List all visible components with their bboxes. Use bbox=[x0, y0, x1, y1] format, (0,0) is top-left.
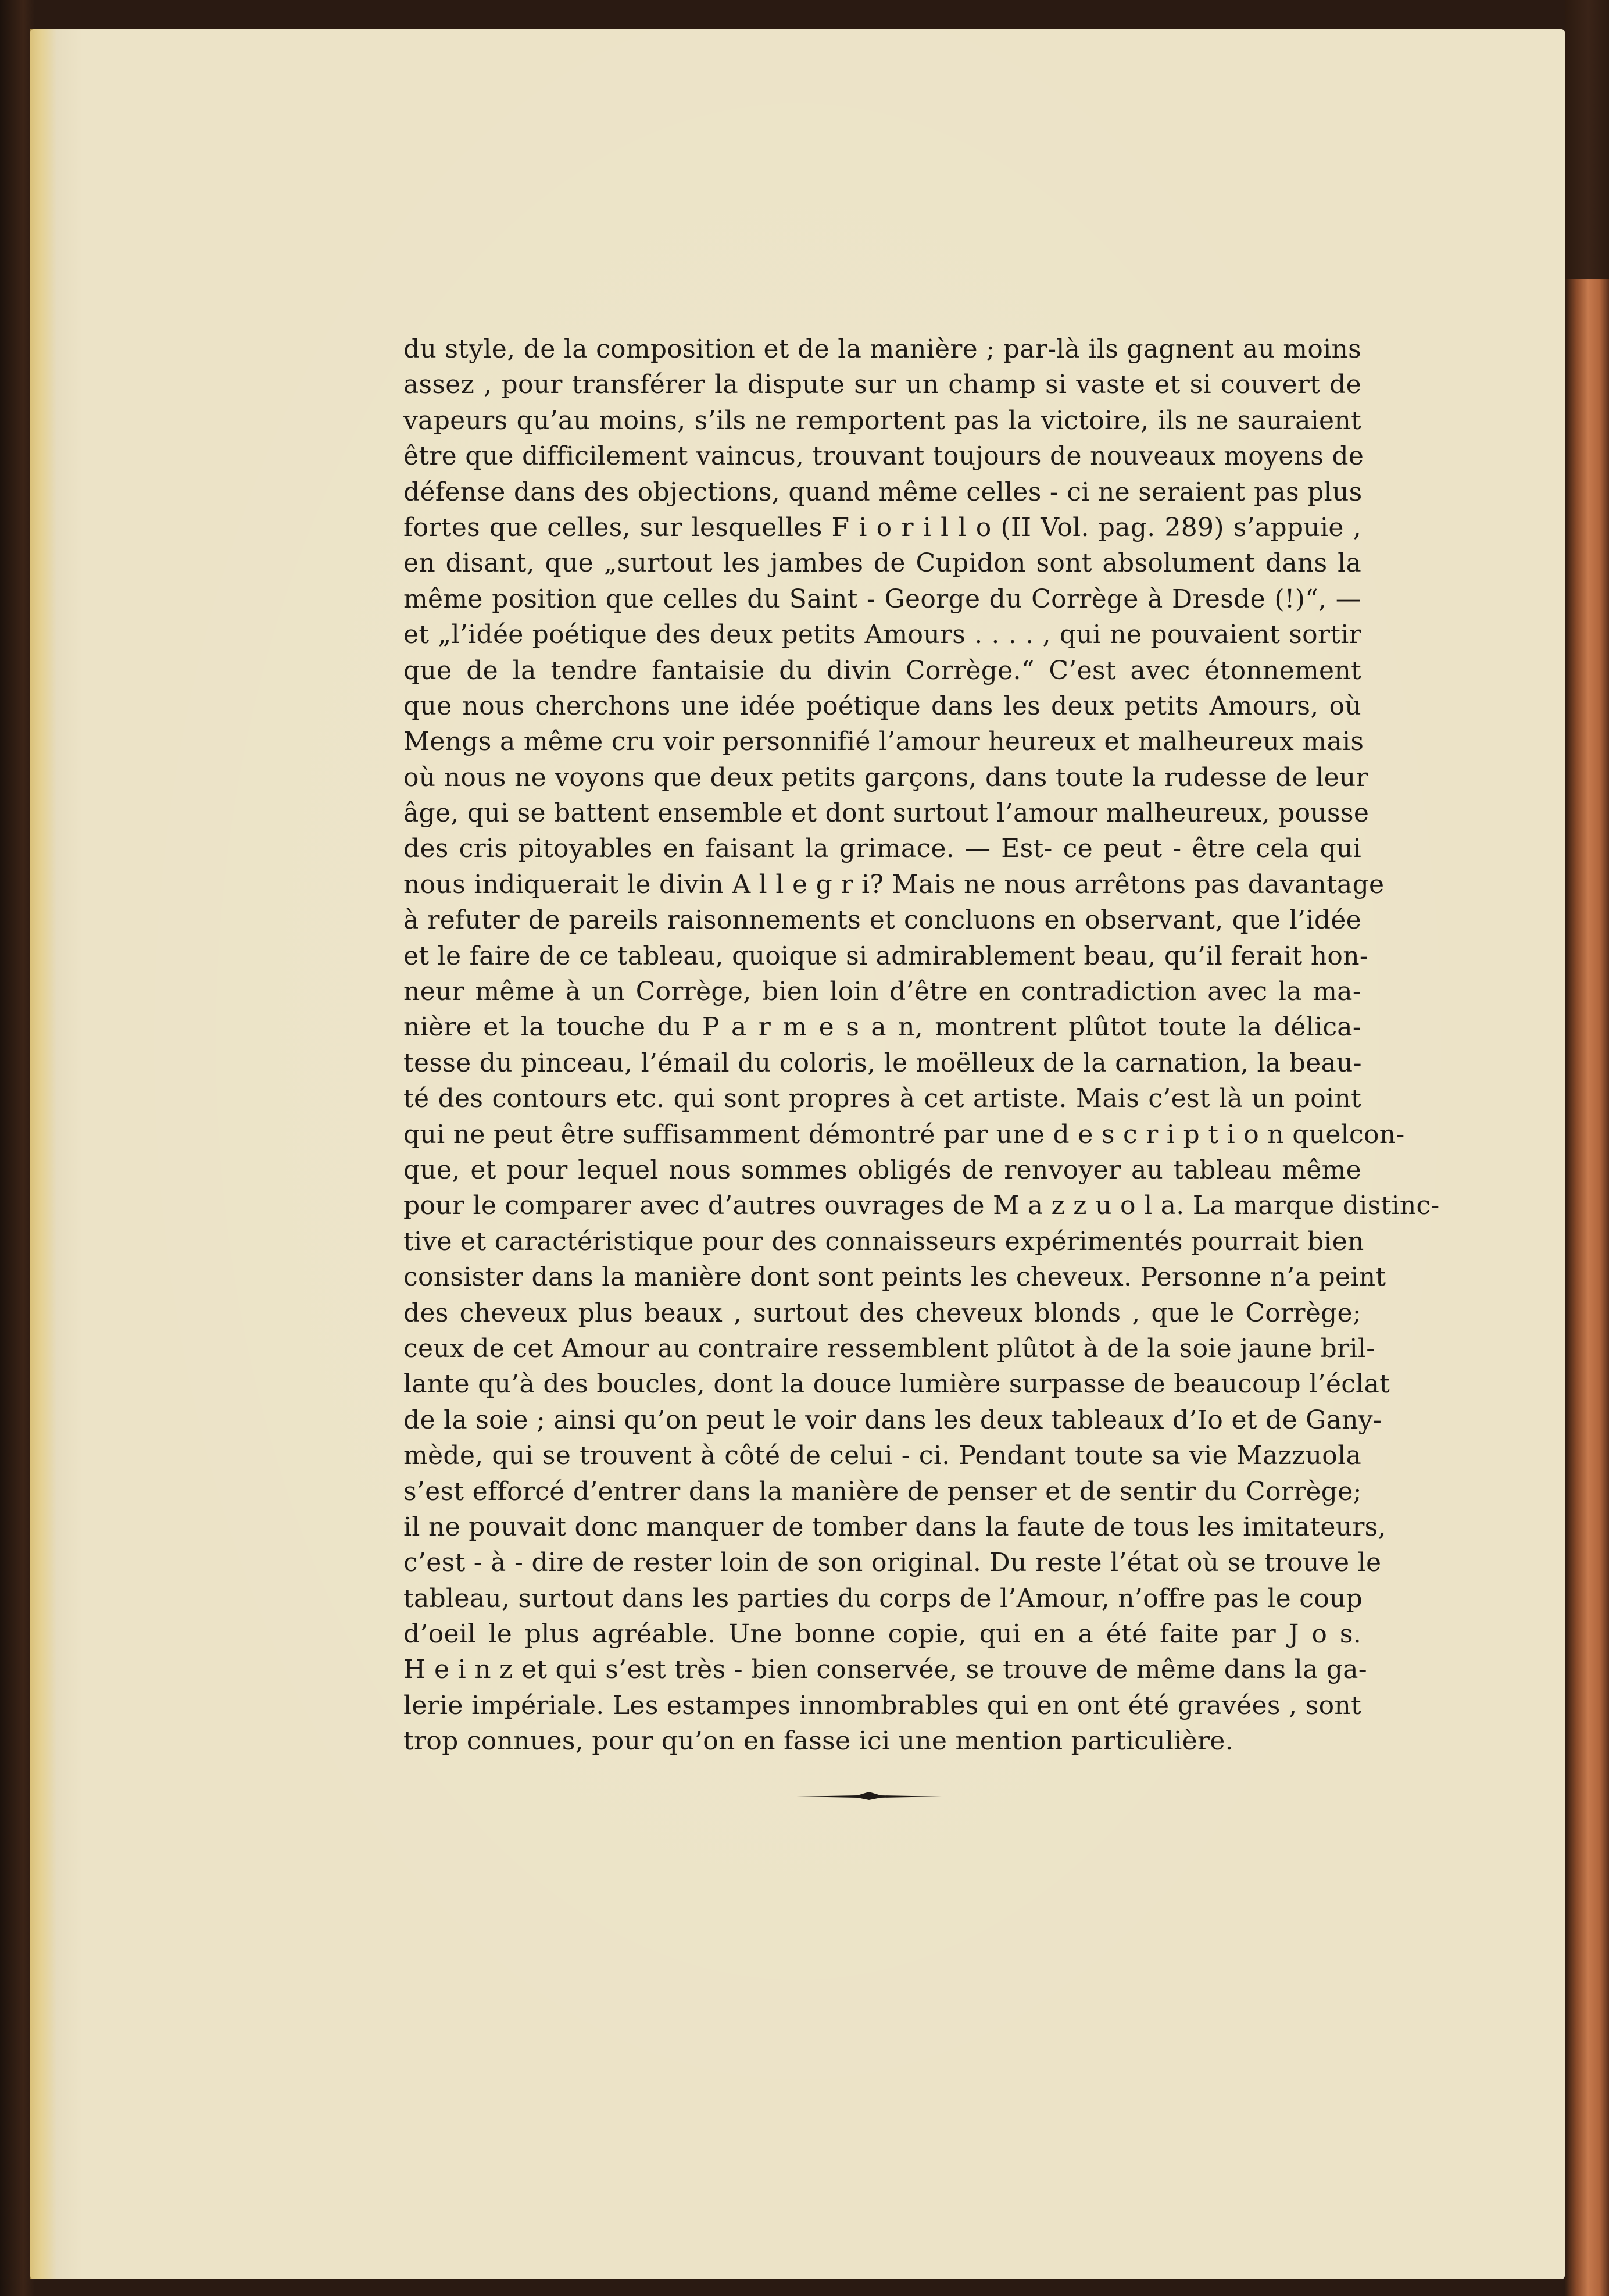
text-line: Mengs a même cru voir personnifié l’amour heureux et malheureux mais bbox=[403, 727, 1364, 757]
text-line: et le faire de ce tableau, quoique si admirablement beau, qu’il ferait hon- bbox=[403, 941, 1369, 971]
text-line: âge, qui se battent ensemble et dont surtout l’amour malheureux, pousse bbox=[403, 798, 1370, 829]
text-line: pour le comparer avec d’autres ouvrages de M a z z u o l a. La marque distinc- bbox=[403, 1191, 1440, 1221]
text-line: même position que celles du Saint - George du Corrège à Dresde (!)“, — bbox=[403, 584, 1361, 614]
text-line: du style, de la composition et de la manière ; par-là ils gagnent au moins bbox=[403, 334, 1361, 364]
text-line: tive et caractéristique pour des connaisseurs expérimentés pourrait bien bbox=[403, 1226, 1364, 1256]
text-line: des cheveux plus beaux , surtout des cheveux blonds , que le Corrège; bbox=[403, 1298, 1361, 1328]
text-line: que, et pour lequel nous sommes obligés de renvoyer au tableau même bbox=[403, 1155, 1361, 1185]
text-line: té des contours etc. qui sont propres à cet artiste. Mais c’est là un point bbox=[403, 1084, 1361, 1114]
text-line: consister dans la manière dont sont peints les cheveux. Personne n’a peint bbox=[403, 1262, 1386, 1292]
text-line: à refuter de pareils raisonnements et concluons en observant, que l’idée bbox=[403, 905, 1361, 935]
text-line: en disant, que „surtout les jambes de Cupidon sont absolument dans la bbox=[403, 548, 1361, 579]
text-line: et „l’idée poétique des deux petits Amours . . . . , qui ne pouvaient sortir bbox=[403, 620, 1361, 650]
book-spine-edge bbox=[1565, 0, 1609, 2296]
text-line: ceux de cet Amour au contraire ressemblent plûtot à de la soie jaune bril- bbox=[403, 1333, 1375, 1363]
page-gutter-edge bbox=[30, 29, 57, 2279]
text-line: de la soie ; ainsi qu’on peut le voir dans les deux tableaux d’Io et de Gany- bbox=[403, 1405, 1382, 1435]
text-line: il ne pouvait donc manquer de tomber dans la faute de tous les imitateurs, bbox=[403, 1512, 1386, 1542]
text-line: défense dans des objections, quand même celles - ci ne seraient pas plus bbox=[403, 477, 1363, 507]
text-line: des cris pitoyables en faisant la grimace. — Est- ce peut - être cela qui bbox=[403, 834, 1361, 864]
text-line: s’est efforcé d’entrer dans la manière de penser et de sentir du Corrège; bbox=[403, 1476, 1362, 1506]
text-line: mède, qui se trouvent à côté de celui - ci. Pendant toute sa vie Mazzuola bbox=[403, 1441, 1361, 1471]
text-line: où nous ne voyons que deux petits garçons, dans toute la rudesse de leur bbox=[403, 762, 1368, 792]
tail-piece-ornament bbox=[796, 1791, 942, 1802]
text-line: lerie impériale. Les estampes innombrables qui en ont été gravées , sont bbox=[403, 1690, 1361, 1720]
text-line: fortes que celles, sur lesquelles F i o r i l l o (II Vol. pag. 289) s’appuie , bbox=[403, 512, 1361, 542]
text-line: être que difficilement vaincus, trouvant toujours de nouveaux moyens de bbox=[403, 441, 1364, 472]
text-line: trop connues, pour qu’on en fasse ici une mention particulière. bbox=[403, 1726, 1233, 1756]
text-line: vapeurs qu’au moins, s’ils ne remportent pas la victoire, ils ne sauraient bbox=[403, 405, 1361, 435]
text-line: c’est - à - dire de rester loin de son original. Du reste l’état où se trouve le bbox=[403, 1548, 1382, 1578]
text-line: d’oeil le plus agréable. Une bonne copie, qui en a été faite par J o s. bbox=[403, 1619, 1361, 1649]
text-line: que de la tendre fantaisie du divin Corrège.“ C’est avec étonnement bbox=[403, 655, 1361, 685]
body-text bbox=[403, 331, 1440, 1759]
text-line: tesse du pinceau, l’émail du coloris, le moëlleux de la carnation, la beau- bbox=[403, 1048, 1362, 1078]
text-line: tableau, surtout dans les parties du corps de l’Amour, n’offre pas le coup bbox=[403, 1583, 1363, 1613]
text-line: qui ne peut être suffisamment démontré par une d e s c r i p t i o n quelcon- bbox=[403, 1119, 1405, 1149]
book-spine-dark-edge bbox=[1565, 0, 1609, 279]
text-line: assez , pour transférer la dispute sur un champ si vaste et si couvert de bbox=[403, 370, 1361, 400]
text-line: que nous cherchons une idée poétique dans les deux petits Amours, où bbox=[403, 691, 1361, 721]
text-line: neur même à un Corrège, bien loin d’être en contradiction avec la ma- bbox=[403, 977, 1361, 1007]
text-line: H e i n z et qui s’est très - bien conservée, se trouve de même dans la ga- bbox=[403, 1655, 1367, 1685]
text-line: nous indiquerait le divin A l l e g r i? Mais ne nous arrêtons pas davantage bbox=[403, 869, 1385, 899]
text-line: nière et la touche du P a r m e s a n, montrent plûtot toute la délica- bbox=[403, 1012, 1361, 1042]
text-line: lante qu’à des boucles, dont la douce lumière surpasse de beaucoup l’éclat bbox=[403, 1369, 1390, 1399]
